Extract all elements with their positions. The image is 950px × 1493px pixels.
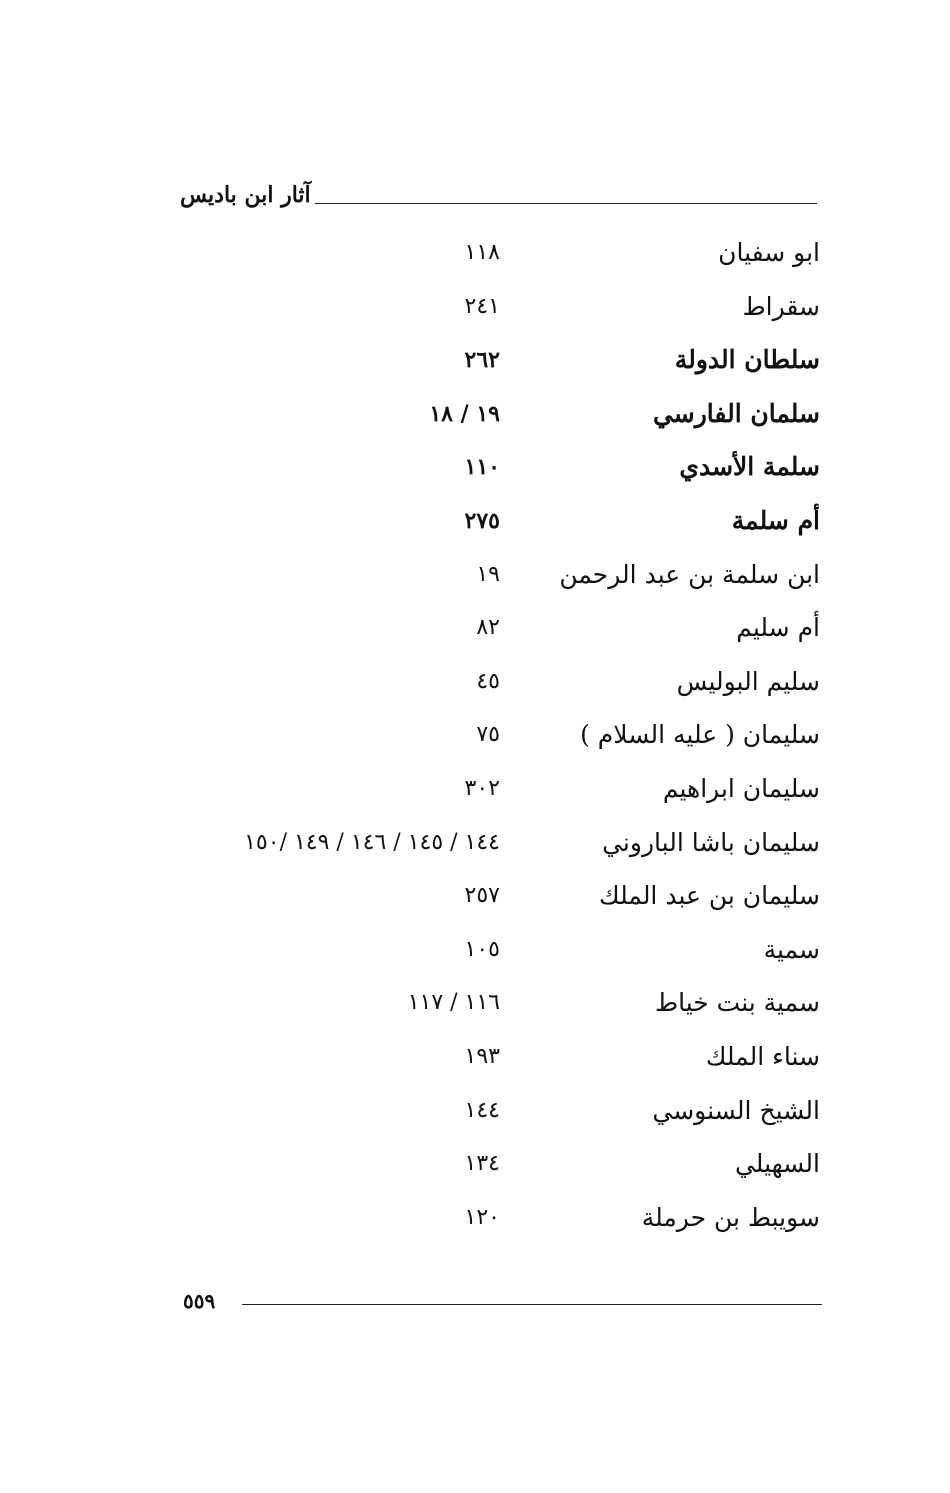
entry-pages: ١١٠ [464,454,500,481]
index-entry [0,873,950,923]
entry-name: ابو سفيان [718,238,820,267]
entry-pages: ٢٦٢ [464,347,500,374]
index-entry [0,766,950,816]
entry-pages: ١٩٣ [464,1044,500,1069]
index-entry [0,444,950,494]
index-entry [0,230,950,280]
header-rule [315,203,817,204]
index-entry [0,1141,950,1191]
entry-name: سقراط [742,291,820,321]
entry-pages: ١١٨ [464,240,500,265]
index-entry [0,391,950,441]
entry-pages: ١٠٥ [464,936,500,962]
entry-name: الشيخ السنوسي [652,1095,820,1125]
index-entry [0,927,950,977]
entry-pages: ٨٢ [476,615,500,641]
index-entry [0,1034,950,1084]
entry-name: سليمان ابراهيم [662,774,820,803]
index-entry [0,337,950,387]
entry-name: أم سليم [736,613,820,643]
entry-pages: ٤٥ [476,668,500,694]
entry-pages: ٧٥ [476,722,500,748]
entry-name: سمية [763,934,820,964]
entry-name: سليمان باشا الباروني [602,827,820,857]
index-entry [0,1088,950,1138]
index-entry [0,712,950,762]
entry-pages: ١٤٤ [464,1097,500,1123]
entry-pages: ١٩ / ١٨ [429,400,500,427]
entry-name: سلمان الفارسي [652,398,820,428]
index-entry [0,659,950,709]
page-number: ٥٥٩ [183,1289,216,1313]
index-entry [0,820,950,870]
entry-name: ابن سلمة بن عبد الرحمن [559,559,820,589]
entry-name: سليمان ( عليه السلام ) [580,720,820,750]
entry-name: أم سلمة [731,506,820,535]
entry-name: سلمة الأسدي [679,452,820,482]
entry-pages: ٢٥٧ [464,883,500,909]
entry-name: السهيلي [734,1149,820,1179]
entry-name: سويبط بن حرملة [641,1202,820,1232]
entry-name: سليم البوليس [676,666,820,696]
entry-pages: ١٩ [476,561,500,587]
entry-pages: ٢٤١ [464,293,500,319]
entry-name: سلطان الدولة [674,345,820,375]
entry-pages: ٢٧٥ [464,508,500,534]
index-entry [0,605,950,655]
entry-name: سمية بنت خياط [654,988,820,1018]
entry-pages: ١٢٠ [464,1204,500,1230]
entry-pages: ١١٦ / ١١٧ [407,990,500,1016]
index-entry [0,498,950,548]
entry-pages: ٣٠٢ [464,776,500,801]
entry-name: سناء الملك [705,1042,820,1071]
entry-pages: ١٣٤ [464,1151,500,1177]
index-entry [0,1195,950,1245]
entry-pages: ١٤٤ / ١٤٥ / ١٤٦ / ١٤٩ /١٥٠ [244,829,500,855]
index-entry [0,284,950,334]
entry-name: سليمان بن عبد الملك [599,881,820,911]
footer-rule [242,1304,822,1305]
index-entry [0,980,950,1030]
book-title: آثار ابن باديس [180,182,311,208]
index-entry [0,552,950,602]
